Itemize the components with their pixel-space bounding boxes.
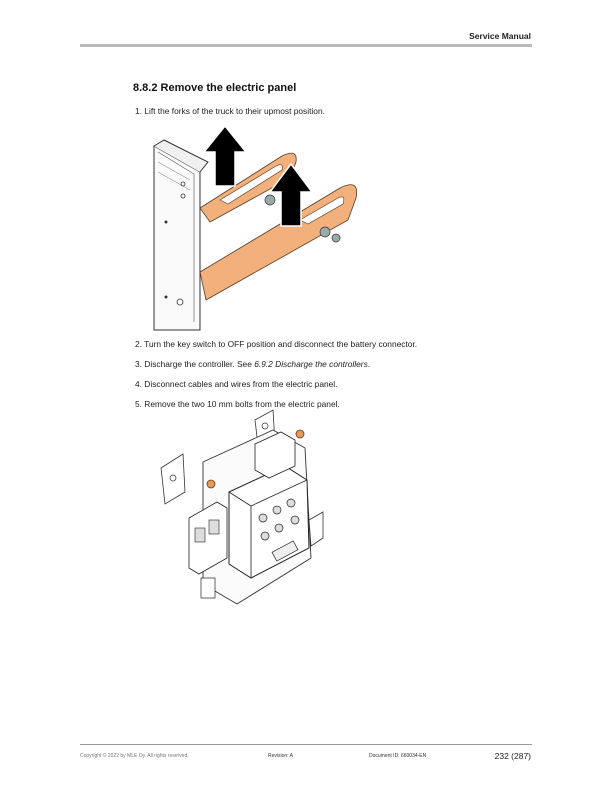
discharge-controllers-link[interactable]: 6.9.2 Discharge the controllers (254, 359, 368, 369)
step-3 (135, 359, 370, 369)
step-4: 4. Disconnect cables and wires from the electric panel. (135, 379, 338, 389)
forks-lift-illustration (150, 122, 370, 332)
footer-revision: Revision: A (268, 753, 294, 759)
step-3-text: 3. Discharge the controller. See (135, 359, 255, 369)
footer-divider (80, 744, 532, 745)
header-divider (80, 44, 532, 47)
step-5: 5. Remove the two 10 mm bolts from the electric panel. (135, 399, 340, 409)
header-title: Service Manual (469, 31, 531, 41)
bolt-left (207, 480, 215, 488)
bolt-top-right (296, 430, 304, 438)
step-3-end: . (367, 359, 371, 369)
step-1: 1. Lift the forks of the truck to their upmost position. (135, 106, 325, 116)
footer-document-id: Document ID: 660034-EN (369, 753, 427, 759)
step-2: 2. Turn the key switch to OFF position and disconnect the battery connector. (135, 339, 418, 349)
footer-page-number: 232 (287) (494, 751, 531, 761)
electric-panel-illustration (155, 408, 335, 618)
footer-copyright: Copyright © 2022 by MLE Oy. All rights reserved. (80, 753, 189, 759)
section-title: 8.8.2 Remove the electric panel (133, 82, 297, 94)
